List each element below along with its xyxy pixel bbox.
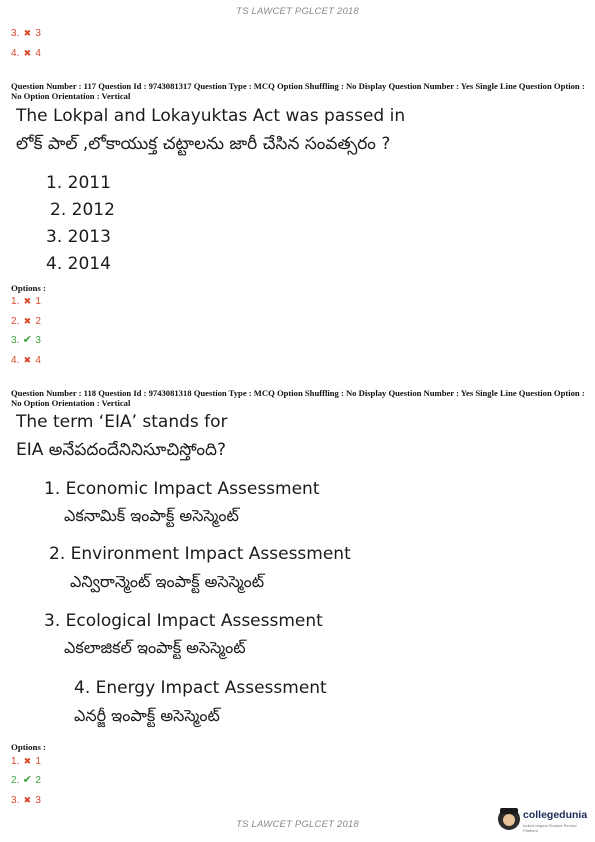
question-text-en: The Lokpal and Lokayuktas Act was passed in <box>16 106 406 126</box>
cross-icon: ✖ <box>23 48 32 58</box>
option-number: 4. <box>11 48 20 59</box>
option-value: 2 <box>35 775 41 786</box>
cross-icon: ✖ <box>23 316 32 326</box>
answer-choice-en: 2. Environment Impact Assessment <box>49 544 351 564</box>
option-number: 2. <box>11 316 20 327</box>
option-row <box>11 48 41 59</box>
answer-choice-te: ఎనర్జీ ఇంపాక్ట్ అసెస్మెంట్ <box>74 706 220 725</box>
logo-tagline: India's largest Student Review Platform <box>523 823 577 833</box>
option-row <box>11 316 41 327</box>
answer-choice: 3. 2013 <box>46 227 111 247</box>
option-value: 1 <box>35 756 41 767</box>
option-row <box>11 335 41 346</box>
answer-choice: 1. 2011 <box>46 173 111 193</box>
option-value: 3 <box>35 795 41 806</box>
collegedunia-logo <box>498 806 590 834</box>
option-row <box>11 775 41 786</box>
option-number: 4. <box>11 355 20 366</box>
question-text-te: లోక్ పాల్ ,లోకాయుక్త చట్టాలను జారీ చేసిన సంవత్సరం ? <box>16 134 391 154</box>
logo-brand: collegedunia <box>523 809 588 821</box>
options-label: Options : <box>11 742 46 752</box>
option-number: 2. <box>11 775 20 786</box>
option-value: 4 <box>35 48 41 59</box>
option-row <box>11 756 41 767</box>
option-row <box>11 28 41 39</box>
cross-icon: ✖ <box>23 756 32 766</box>
check-icon: ✔ <box>22 334 32 346</box>
cross-icon: ✖ <box>23 795 32 805</box>
option-value: 4 <box>35 355 41 366</box>
option-row <box>11 296 41 307</box>
answer-choice-en: 4. Energy Impact Assessment <box>74 678 327 698</box>
cross-icon: ✖ <box>23 355 32 365</box>
student-mascot-icon <box>498 808 520 830</box>
option-value: 3 <box>35 28 41 39</box>
option-value: 3 <box>35 335 41 346</box>
option-number: 3. <box>11 335 20 346</box>
cross-icon: ✖ <box>23 28 32 38</box>
option-number: 3. <box>11 28 20 39</box>
question-text-en: The term ‘EIA’ stands for <box>16 412 228 432</box>
option-row <box>11 795 41 806</box>
page-footer: TS LAWCET PGLCET 2018 <box>236 819 359 830</box>
option-number: 3. <box>11 795 20 806</box>
question-text-te: EIA అనేపదందేనినిసూచిస్తోంది? <box>16 440 226 460</box>
question-meta: Question Number : 117 Question Id : 9743081317 Question Type : MCQ Option Shuffling : No Display Question Number : Yes Single Line Question Option : No Option Orientation : Vertical <box>11 81 585 101</box>
answer-choice-te: ఎన్విరాన్మెంట్ ఇంపాక్ట్ అసెస్మెంట్ <box>70 572 265 591</box>
option-number: 1. <box>11 296 20 307</box>
answer-choice-en: 1. Economic Impact Assessment <box>44 479 320 499</box>
options-label: Options : <box>11 283 46 293</box>
option-value: 2 <box>35 316 41 327</box>
option-number: 1. <box>11 756 20 767</box>
answer-choice-en: 3. Ecological Impact Assessment <box>44 611 323 631</box>
answer-choice-te: ఎకలాజికల్ ఇంపాక్ట్ అసెస్మెంట్ <box>64 638 246 657</box>
cross-icon: ✖ <box>23 296 32 306</box>
answer-choice: 4. 2014 <box>46 254 111 274</box>
question-meta: Question Number : 118 Question Id : 9743081318 Question Type : MCQ Option Shuffling : No Display Question Number : Yes Single Line Question Option : No Option Orientation : Vertical <box>11 388 585 408</box>
answer-choice-te: ఎకనామిక్ ఇంపాక్ట్ అసెస్మెంట్ <box>64 506 239 525</box>
check-icon: ✔ <box>22 774 32 786</box>
page-header: TS LAWCET PGLCET 2018 <box>236 6 359 17</box>
option-row <box>11 355 41 366</box>
answer-choice: 2. 2012 <box>50 200 115 220</box>
option-value: 1 <box>35 296 41 307</box>
